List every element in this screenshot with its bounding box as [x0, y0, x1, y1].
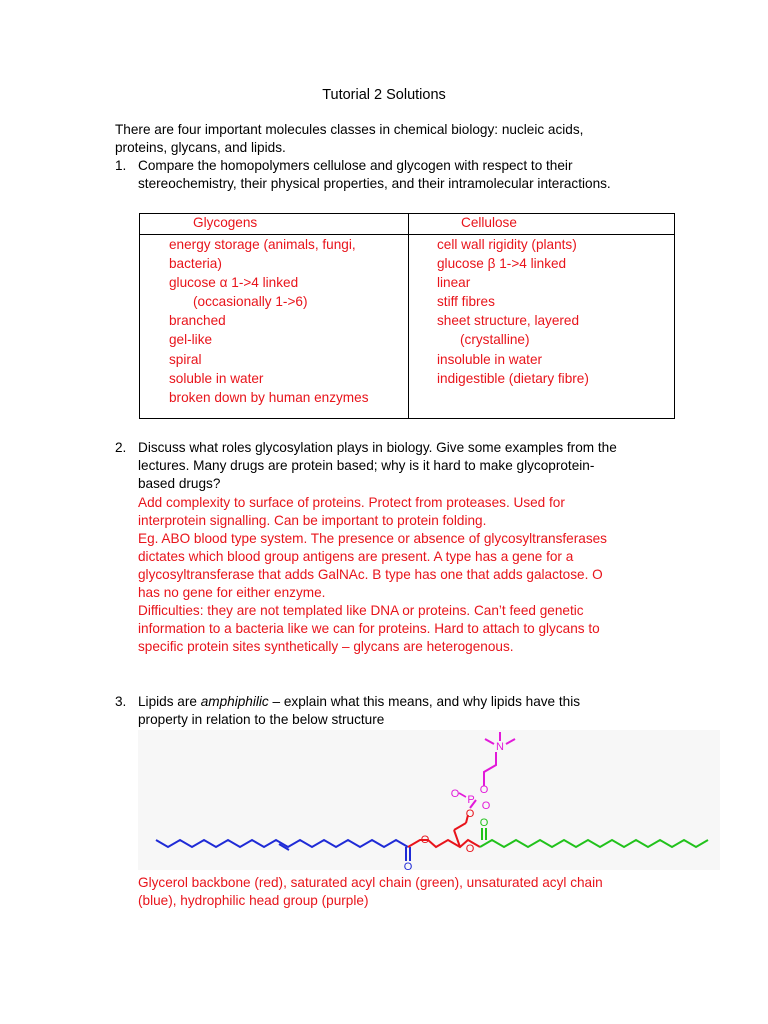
comparison-table — [139, 213, 675, 419]
phosphate-oxygen-upper-label: O — [479, 784, 489, 796]
question-1-text: Compare the homopolymers cellulose and glycogen with respect to their stereochemistry, their physical properties, and their intramolecular interactions. — [138, 158, 611, 191]
list-item: cell wall rigidity (plants) — [437, 237, 577, 252]
carbonyl-oxygen-label: O — [403, 861, 413, 870]
phosphorus-label: P — [467, 794, 475, 806]
list-item: stiff fibres — [437, 294, 495, 310]
list-item: glucose α 1->4 linked — [169, 275, 299, 291]
list-item: insoluble in water — [437, 351, 543, 367]
nitrogen-label: N — [496, 741, 504, 753]
list-item: broken down by human enzymes — [169, 389, 369, 405]
table-header-cellulose: Cellulose — [409, 214, 675, 235]
glycogen-properties — [140, 235, 409, 419]
question-3-text: Lipids are amphiphilic – explain what this means, and why lipids have this property in relation to the below structure — [138, 694, 581, 727]
question-1-number: 1. — [115, 158, 127, 173]
phosphate-ester-oxygen-label: O — [465, 808, 475, 820]
amphiphilic-term: amphiphilic — [200, 694, 269, 709]
question-2-text: Discuss what roles glycosylation plays in biology. Give some examples from the lectures. Many drugs are protein based; why is it hard to make glycoprotein-based drugs? — [138, 440, 617, 491]
ester-oxygen-label: O — [420, 834, 430, 846]
phosphate-oxygen-double-label: O — [450, 788, 460, 800]
list-item: (crystalline) — [460, 332, 530, 348]
question-2-answer-roles: Add complexity to surface of proteins. Protect from proteases. Used for interprotein signalling. Can be important to protein folding. — [138, 495, 565, 528]
green-carbonyl-oxygen-label: O — [479, 817, 489, 829]
question-2-answer-abo: Eg. ABO blood type system. The presence or absence of glycosyltransferases dictates which blood group antigens are present. A type has a gene for a glycosyltransferase that adds GalNAc. B type has one that adds galactose. O has no gene for either enzyme. — [138, 531, 607, 600]
list-item: energy storage (animals, fungi, — [169, 237, 356, 252]
list-item: indigestible (dietary fibre) — [437, 370, 589, 386]
table-header-glycogens: Glycogens — [140, 214, 409, 235]
cellulose-properties — [409, 235, 675, 419]
phosphate-oxygen-minus-label: O — [481, 800, 491, 812]
question-3-number: 3. — [115, 694, 127, 709]
list-item: bacteria) — [169, 256, 222, 272]
list-item: sheet structure, layered — [437, 313, 580, 329]
phospholipid-structure — [138, 730, 720, 870]
page-title: Tutorial 2 Solutions — [322, 87, 446, 103]
structure-caption: Glycerol backbone (red), saturated acyl chain (green), unsaturated acyl chain (blue), hydrophilic head group (purple) — [138, 875, 603, 908]
list-item: spiral — [169, 351, 202, 367]
list-item: soluble in water — [169, 370, 264, 386]
intro-paragraph: There are four important molecules classes in chemical biology: nucleic acids, proteins, glycans, and lipids. — [115, 122, 584, 155]
question-2-answer-difficulties: Difficulties: they are not templated like DNA or proteins. Can’t feed genetic information to a bacteria like we can for proteins. Hard to attach to glycans to specific protein sites synthetically – glycans are heterogenous. — [138, 603, 600, 654]
list-item: branched — [169, 313, 226, 329]
ester-oxygen-label-2: O — [465, 843, 475, 855]
list-item: glucose β 1->4 linked — [437, 256, 567, 272]
list-item: linear — [437, 275, 471, 291]
list-item: gel-like — [169, 332, 213, 348]
list-item: (occasionally 1->6) — [193, 294, 308, 310]
question-2-number: 2. — [115, 440, 127, 455]
